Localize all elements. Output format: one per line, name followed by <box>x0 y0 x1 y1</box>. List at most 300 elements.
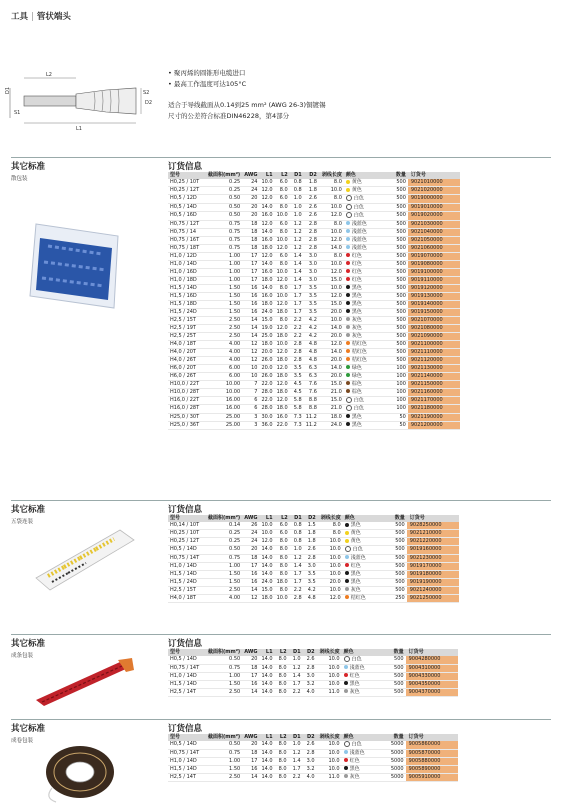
color-cell <box>344 179 388 187</box>
type-cell: H2,5 / 15T <box>168 316 206 324</box>
value-cell: 12.0 <box>319 340 344 348</box>
value-cell: 4.8 <box>304 340 319 348</box>
value-cell: 8.0 <box>275 680 289 688</box>
value-cell: 28.0 <box>261 388 273 395</box>
color-swatch-icon <box>346 229 350 233</box>
diagram-label-l1: L1 <box>76 126 82 132</box>
color-cell <box>344 276 388 284</box>
value-cell: 4.8 <box>304 348 319 356</box>
type-cell: H1,0 / 12D <box>168 252 206 260</box>
color-cell <box>344 364 388 372</box>
value-cell: 18 <box>242 220 259 228</box>
value-cell: 12.0 <box>319 268 344 276</box>
color-swatch-icon <box>346 245 350 249</box>
type-cell: H1,5 / 14D <box>168 765 206 773</box>
table-row <box>168 244 460 252</box>
color-cell <box>344 187 388 195</box>
color-label: 桔红色 <box>350 594 366 601</box>
color-label: 黑色 <box>351 292 362 299</box>
color-cell <box>343 522 387 530</box>
column-header: 订货号 <box>406 649 458 656</box>
value-cell: 14.0 <box>261 554 273 561</box>
value-cell: 14.0 <box>261 688 273 695</box>
column-header: D1 <box>289 649 303 656</box>
column-header: D2 <box>304 172 319 179</box>
value-cell: 8.0 <box>319 195 344 204</box>
pack-type-label: 成卷包装 <box>11 738 34 744</box>
column-header: 型号 <box>168 734 206 741</box>
table-row <box>168 300 460 308</box>
table-row <box>168 252 460 260</box>
value-cell: 0.25 <box>206 530 242 538</box>
table-row <box>168 332 460 340</box>
color-cell <box>342 749 386 757</box>
value-cell: 1.50 <box>206 308 242 316</box>
value-cell: 500 <box>386 664 406 672</box>
value-cell: 2.6 <box>304 203 319 212</box>
table-row <box>168 530 459 538</box>
pack-type-label: 五袋连装 <box>11 519 34 525</box>
color-cell <box>344 413 388 421</box>
table-row <box>168 260 460 268</box>
value-cell: 0.50 <box>206 546 242 555</box>
value-cell: 1.2 <box>290 236 304 244</box>
value-cell: 500 <box>388 324 408 332</box>
value-cell: 6.3 <box>304 372 319 380</box>
color-label: 白色 <box>353 397 364 403</box>
value-cell: 19.0 <box>261 324 273 331</box>
value-cell: 10.0 <box>319 284 344 292</box>
value-cell: 10.0 <box>318 562 343 570</box>
color-cell <box>344 203 388 212</box>
color-swatch-icon <box>346 341 350 345</box>
type-cell: H4,0 / 18T <box>168 340 206 348</box>
value-cell: 10.0 <box>261 530 273 536</box>
color-cell <box>344 244 388 252</box>
value-cell: 500 <box>386 672 406 680</box>
color-swatch-icon <box>346 237 350 241</box>
color-label: 黄色 <box>351 179 362 185</box>
value-cell: 8.0 <box>275 562 290 570</box>
column-header: 订货号 <box>408 172 460 179</box>
order-number-cell: 9021180000 <box>408 405 460 414</box>
ferrule-dimension-diagram <box>6 68 161 134</box>
column-header: 型号 <box>168 649 206 656</box>
diagram-label-l2: L2 <box>46 72 52 78</box>
color-cell <box>343 562 387 570</box>
value-cell: 15.0 <box>319 300 344 308</box>
value-cell: 10.0 <box>317 664 342 672</box>
color-swatch-icon <box>346 405 352 411</box>
value-cell: 4.8 <box>304 356 319 364</box>
value-cell: 10.0 <box>276 340 288 347</box>
color-swatch-icon <box>345 523 349 527</box>
value-cell: 10.0 <box>317 656 342 664</box>
order-number-cell: 9021160000 <box>408 388 460 396</box>
value-cell: 2.6 <box>304 212 319 221</box>
color-cell <box>344 300 388 308</box>
color-swatch-icon <box>345 571 349 575</box>
color-swatch-icon <box>346 221 350 225</box>
value-cell: 14.0 <box>261 757 273 764</box>
value-cell: 8.0 <box>275 538 290 546</box>
standard-title: 其它标准 <box>11 724 46 734</box>
value-cell: 0.25 <box>206 179 242 187</box>
value-cell: 14.0 <box>261 228 273 235</box>
color-swatch-icon <box>346 301 350 305</box>
order-number-cell: 9019070000 <box>408 252 460 260</box>
value-cell: 500 <box>388 276 408 284</box>
value-cell: 2.8 <box>303 664 317 672</box>
order-number-cell: 9019150000 <box>408 308 460 316</box>
value-cell: 15.0 <box>319 276 344 284</box>
value-cell: 4.2 <box>304 332 319 340</box>
color-label: 黑色 <box>350 578 361 585</box>
value-cell: 12.0 <box>319 212 344 221</box>
color-label: 桔红色 <box>351 356 367 363</box>
color-swatch-icon <box>346 180 350 184</box>
color-swatch-icon <box>346 365 350 369</box>
value-cell: 500 <box>388 179 408 187</box>
value-cell: 2.6 <box>303 741 317 749</box>
type-cell: H1,5 / 14D <box>168 284 206 292</box>
column-header: L1 <box>259 734 274 741</box>
table-row <box>168 546 459 555</box>
color-label: 灰色 <box>351 332 362 339</box>
value-cell: 3.0 <box>303 757 317 765</box>
value-cell: 12 <box>242 594 259 602</box>
order-number-cell: 9028250000 <box>407 522 459 530</box>
value-cell: 10.0 <box>317 672 342 680</box>
value-cell: 12.0 <box>261 538 273 544</box>
value-cell: 15.0 <box>261 586 273 593</box>
order-number-cell: 9019000000 <box>408 195 460 204</box>
value-cell: 4.5 <box>290 388 304 396</box>
value-cell: 15.0 <box>319 380 344 388</box>
strip-pack-image <box>28 656 138 708</box>
order-number-cell: 9004370000 <box>406 688 458 696</box>
value-cell: 14 <box>242 324 259 332</box>
value-cell: 2.8 <box>304 220 319 228</box>
column-header: AWG <box>244 172 258 178</box>
color-label: 桔红色 <box>351 340 367 347</box>
color-label: 浅蓝色 <box>349 749 365 756</box>
value-cell: 2.50 <box>206 332 242 340</box>
value-cell: 1.50 <box>206 292 242 300</box>
table-row <box>168 340 460 348</box>
type-cell: H1,0 / 18D <box>168 276 206 284</box>
value-cell: 8.0 <box>275 656 289 664</box>
value-cell: 15.0 <box>319 396 344 405</box>
table-row <box>168 220 460 228</box>
value-cell: 12.0 <box>276 396 288 403</box>
value-cell: 500 <box>388 244 408 252</box>
type-cell: H0,25 / 10T <box>168 530 206 538</box>
column-header: D1 <box>290 172 304 179</box>
table-row <box>168 212 460 221</box>
value-cell: 8.0 <box>275 316 290 324</box>
standard-title: 其它标准 <box>11 639 46 649</box>
value-cell: 4.2 <box>304 586 318 594</box>
value-cell: 10.0 <box>319 260 344 268</box>
value-cell: 0.8 <box>290 187 304 195</box>
value-cell: 10.0 <box>317 765 342 773</box>
color-label: 棕色 <box>351 388 362 395</box>
value-cell: 14 <box>242 316 259 324</box>
color-label: 绿色 <box>351 372 362 379</box>
table-row <box>168 594 459 602</box>
value-cell: 1.7 <box>290 570 304 578</box>
value-cell: 1.0 <box>290 546 304 555</box>
value-cell: 500 <box>388 187 408 195</box>
column-header: L1 <box>259 172 274 179</box>
color-label: 红色 <box>351 260 362 267</box>
color-cell <box>344 316 388 324</box>
value-cell: 1.50 <box>206 300 242 308</box>
value-cell: 20.0 <box>318 578 343 586</box>
type-cell: H16,0 / 22T <box>168 396 206 405</box>
value-cell: 24 <box>242 530 259 538</box>
value-cell: 20 <box>242 741 259 749</box>
value-cell: 18.0 <box>261 594 273 601</box>
column-header: 截面积(mm²) <box>208 734 241 740</box>
value-cell: 10.0 <box>318 586 343 594</box>
table-row <box>168 276 460 284</box>
table-row <box>168 538 459 546</box>
color-swatch-icon <box>346 212 352 218</box>
value-cell: 1.4 <box>289 672 303 680</box>
table-row <box>168 656 458 664</box>
value-cell: 8.0 <box>275 749 289 757</box>
value-cell: 16.0 <box>261 292 273 299</box>
value-cell: 1.00 <box>206 276 242 284</box>
value-cell: 6.3 <box>304 364 319 372</box>
color-swatch-icon <box>346 253 350 257</box>
value-cell: 18.0 <box>276 578 288 585</box>
color-swatch-icon <box>346 293 350 297</box>
color-label: 白色 <box>351 741 362 748</box>
diagram-label-s1: S1 <box>14 110 21 116</box>
value-cell: 6.0 <box>275 179 290 187</box>
type-cell: H0,75 / 12T <box>168 220 206 228</box>
order-number-cell: 9019140000 <box>408 300 460 308</box>
value-cell: 500 <box>388 212 408 221</box>
table-row <box>168 284 460 292</box>
value-cell: 20.0 <box>261 348 273 355</box>
color-swatch-icon <box>346 269 350 273</box>
value-cell: 14.0 <box>261 562 273 569</box>
value-cell: 1.5 <box>304 522 318 530</box>
value-cell: 2.8 <box>290 340 304 348</box>
table-row <box>168 570 459 578</box>
value-cell: 1.4 <box>290 260 304 268</box>
order-number-cell: 9021230000 <box>407 554 459 562</box>
value-cell: 6.0 <box>275 530 290 538</box>
color-swatch-icon <box>344 681 348 685</box>
value-cell: 500 <box>386 656 406 664</box>
value-cell: 1.4 <box>290 268 304 276</box>
column-header: 数量 <box>388 172 408 179</box>
color-cell <box>344 380 388 388</box>
value-cell: 500 <box>387 570 407 578</box>
value-cell: 21.0 <box>319 388 344 396</box>
order-table <box>168 172 460 430</box>
table-row <box>168 688 458 696</box>
value-cell: 8.0 <box>319 220 344 228</box>
color-cell <box>344 324 388 332</box>
table-row <box>168 324 460 332</box>
order-number-cell: 9021040000 <box>408 228 460 236</box>
value-cell: 12.0 <box>276 380 288 387</box>
value-cell: 1.7 <box>289 765 303 773</box>
value-cell: 8.0 <box>275 757 289 765</box>
value-cell: 500 <box>387 562 407 570</box>
table-row <box>168 236 460 244</box>
value-cell: 2.6 <box>303 656 317 664</box>
value-cell: 20 <box>242 195 259 204</box>
column-header: 截面积(mm²) <box>208 515 241 521</box>
value-cell: 0.8 <box>290 179 304 187</box>
value-cell: 0.75 <box>206 236 242 244</box>
color-label: 浅蓝色 <box>351 236 367 243</box>
value-cell: 2.2 <box>290 316 304 324</box>
color-cell <box>344 212 388 221</box>
value-cell: 500 <box>387 522 407 530</box>
value-cell: 500 <box>388 308 408 316</box>
value-cell: 7.6 <box>304 388 319 396</box>
description <box>168 100 428 122</box>
value-cell: 1.00 <box>206 672 242 680</box>
order-info-title: 订货信息 <box>168 505 203 515</box>
column-header: AWG <box>244 649 258 655</box>
table-row <box>168 179 460 187</box>
value-cell: 10.0 <box>317 749 342 757</box>
value-cell: 17 <box>242 276 259 284</box>
order-number-cell: 9021170000 <box>408 396 460 405</box>
value-cell: 20 <box>242 203 259 212</box>
value-cell: 3.5 <box>304 578 318 586</box>
value-cell: 16 <box>242 284 259 292</box>
value-cell: 10.0 <box>317 741 342 749</box>
value-cell: 12.0 <box>276 324 288 331</box>
value-cell: 8.0 <box>275 284 290 292</box>
color-label: 白色 <box>353 195 364 202</box>
color-swatch-icon <box>346 195 352 201</box>
color-swatch-icon <box>345 579 349 583</box>
order-number-cell: 9021090000 <box>408 332 460 340</box>
value-cell: 18.0 <box>276 356 288 363</box>
color-cell <box>343 554 387 562</box>
column-header: L1 <box>259 515 274 522</box>
value-cell: 2.8 <box>304 236 319 244</box>
order-number-cell: 9021150000 <box>408 380 460 388</box>
color-label: 灰色 <box>350 586 361 593</box>
value-cell: 20.0 <box>261 364 273 371</box>
value-cell: 500 <box>388 220 408 228</box>
value-cell: 8.0 <box>275 586 290 594</box>
value-cell: 100 <box>388 380 408 388</box>
value-cell: 12.0 <box>318 594 343 602</box>
value-cell: 24.0 <box>261 308 273 315</box>
table-row <box>168 405 460 414</box>
value-cell: 16.0 <box>276 413 288 420</box>
description-line: 尺寸的公差符合标准DIN46228，第4部分 <box>168 112 290 120</box>
color-swatch-icon <box>344 656 350 662</box>
value-cell: 2.6 <box>304 195 319 204</box>
type-cell: H2,5 / 19T <box>168 324 206 332</box>
column-header: D2 <box>304 515 318 522</box>
type-cell: H1,5 / 18D <box>168 300 206 308</box>
value-cell: 16.0 <box>261 236 273 243</box>
value-cell: 4.00 <box>206 356 242 364</box>
value-cell: 1.2 <box>290 554 304 562</box>
value-cell: 1.8 <box>304 530 318 538</box>
value-cell: 2.8 <box>303 749 317 757</box>
value-cell: 0.25 <box>206 538 242 546</box>
value-cell: 10.0 <box>318 554 343 562</box>
order-table <box>168 734 458 782</box>
value-cell: 3.5 <box>304 570 318 578</box>
value-cell: 20 <box>242 212 259 221</box>
value-cell: 10.0 <box>317 757 342 765</box>
order-number-cell: 9019190000 <box>407 578 459 586</box>
pack-type-label: 散包装 <box>11 176 28 182</box>
order-number-cell: 9004280000 <box>406 656 458 664</box>
loose-bag-image <box>18 216 136 316</box>
value-cell: 16 <box>242 680 259 688</box>
value-cell: 24 <box>242 179 259 187</box>
order-number-cell: 9021200000 <box>408 421 460 429</box>
table-row <box>168 562 459 570</box>
value-cell: 17 <box>242 260 259 268</box>
value-cell: 16.0 <box>261 268 273 275</box>
value-cell: 10.0 <box>276 594 288 601</box>
order-number-cell: 9019020000 <box>408 212 460 221</box>
value-cell: 0.75 <box>206 244 242 252</box>
value-cell: 1.50 <box>206 578 242 586</box>
color-swatch-icon <box>345 531 349 535</box>
value-cell: 20 <box>242 656 259 664</box>
value-cell: 8.8 <box>304 405 319 414</box>
value-cell: 10.0 <box>319 187 344 195</box>
value-cell: 6.0 <box>275 220 290 228</box>
value-cell: 18.0 <box>261 300 273 307</box>
order-number-cell: 9021020000 <box>408 187 460 195</box>
color-label: 黄色 <box>350 538 361 544</box>
value-cell: 11.2 <box>305 421 317 428</box>
value-cell: 50 <box>388 421 408 429</box>
order-number-cell: 9021110000 <box>408 348 460 356</box>
value-cell: 28.0 <box>261 405 273 412</box>
value-cell: 0.75 <box>206 220 242 228</box>
color-label: 红色 <box>351 268 362 275</box>
order-number-cell: 9005910000 <box>406 773 458 781</box>
color-label: 桔红色 <box>351 348 367 355</box>
value-cell: 17 <box>242 562 259 570</box>
table-row <box>168 364 460 372</box>
value-cell: 1.50 <box>206 284 242 292</box>
value-cell: 500 <box>388 268 408 276</box>
color-swatch-icon <box>345 539 349 543</box>
value-cell: 22.0 <box>261 396 273 403</box>
value-cell: 2.2 <box>290 332 304 340</box>
value-cell: 17 <box>242 268 259 276</box>
table-row <box>168 672 458 680</box>
value-cell: 2.8 <box>304 228 319 236</box>
column-header: 剥线长度 <box>318 515 343 522</box>
order-number-cell: 9004330000 <box>406 672 458 680</box>
order-info-title: 订货信息 <box>168 639 203 649</box>
